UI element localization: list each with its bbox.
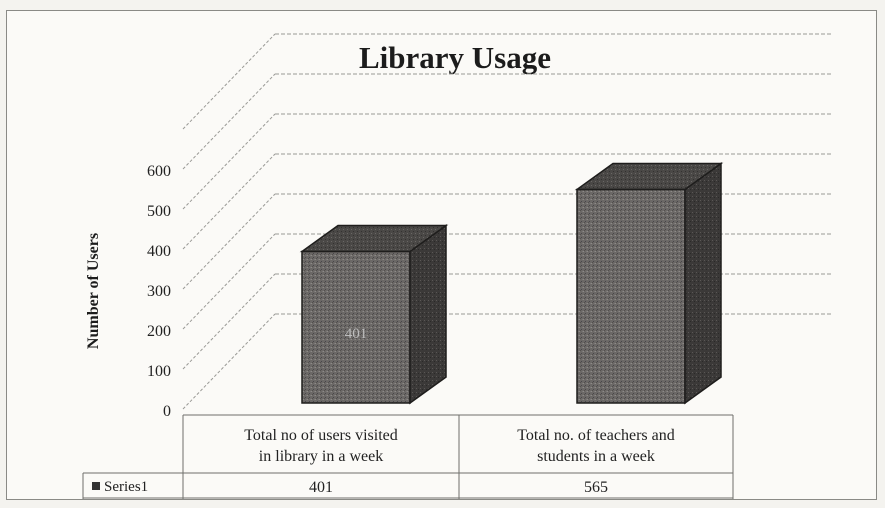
library-usage-chart	[7, 11, 878, 501]
gridline-side	[183, 274, 275, 369]
data-table	[83, 415, 733, 499]
y-tick-label: 600	[147, 163, 171, 180]
gridline-side	[183, 34, 275, 129]
chart-title: Library Usage	[358, 40, 552, 75]
gridline-side	[183, 114, 275, 209]
y-tick-label: 300	[147, 283, 171, 300]
y-tick-label: 100	[147, 363, 171, 380]
gridlines	[183, 34, 832, 409]
chart-frame	[6, 10, 877, 500]
category-label: students in a week	[537, 448, 655, 465]
bar-data-label: 401	[344, 326, 368, 343]
y-tick-label: 0	[163, 403, 171, 420]
y-axis-ticks	[147, 163, 171, 420]
gridline-side	[183, 194, 275, 289]
gridline-side	[183, 314, 275, 409]
gridline-side	[183, 234, 275, 329]
y-tick-label: 500	[147, 203, 171, 220]
y-tick-label: 400	[147, 243, 171, 260]
category-label: Total no of users visited	[244, 427, 398, 444]
gridline-side	[183, 74, 275, 169]
legend-series-name: Series1	[104, 479, 149, 495]
legend-key	[92, 482, 100, 490]
table-value: 565	[584, 479, 608, 496]
category-label: Total no. of teachers and	[517, 427, 675, 444]
y-axis-label: Number of Users	[85, 232, 102, 350]
gridline-side	[183, 154, 275, 249]
bar-side	[685, 164, 721, 403]
bar-front	[577, 189, 685, 403]
bar-side	[410, 226, 446, 403]
bars	[302, 164, 721, 403]
table-value: 401	[309, 479, 333, 496]
y-tick-label: 200	[147, 323, 171, 340]
category-label: in library in a week	[258, 448, 384, 465]
